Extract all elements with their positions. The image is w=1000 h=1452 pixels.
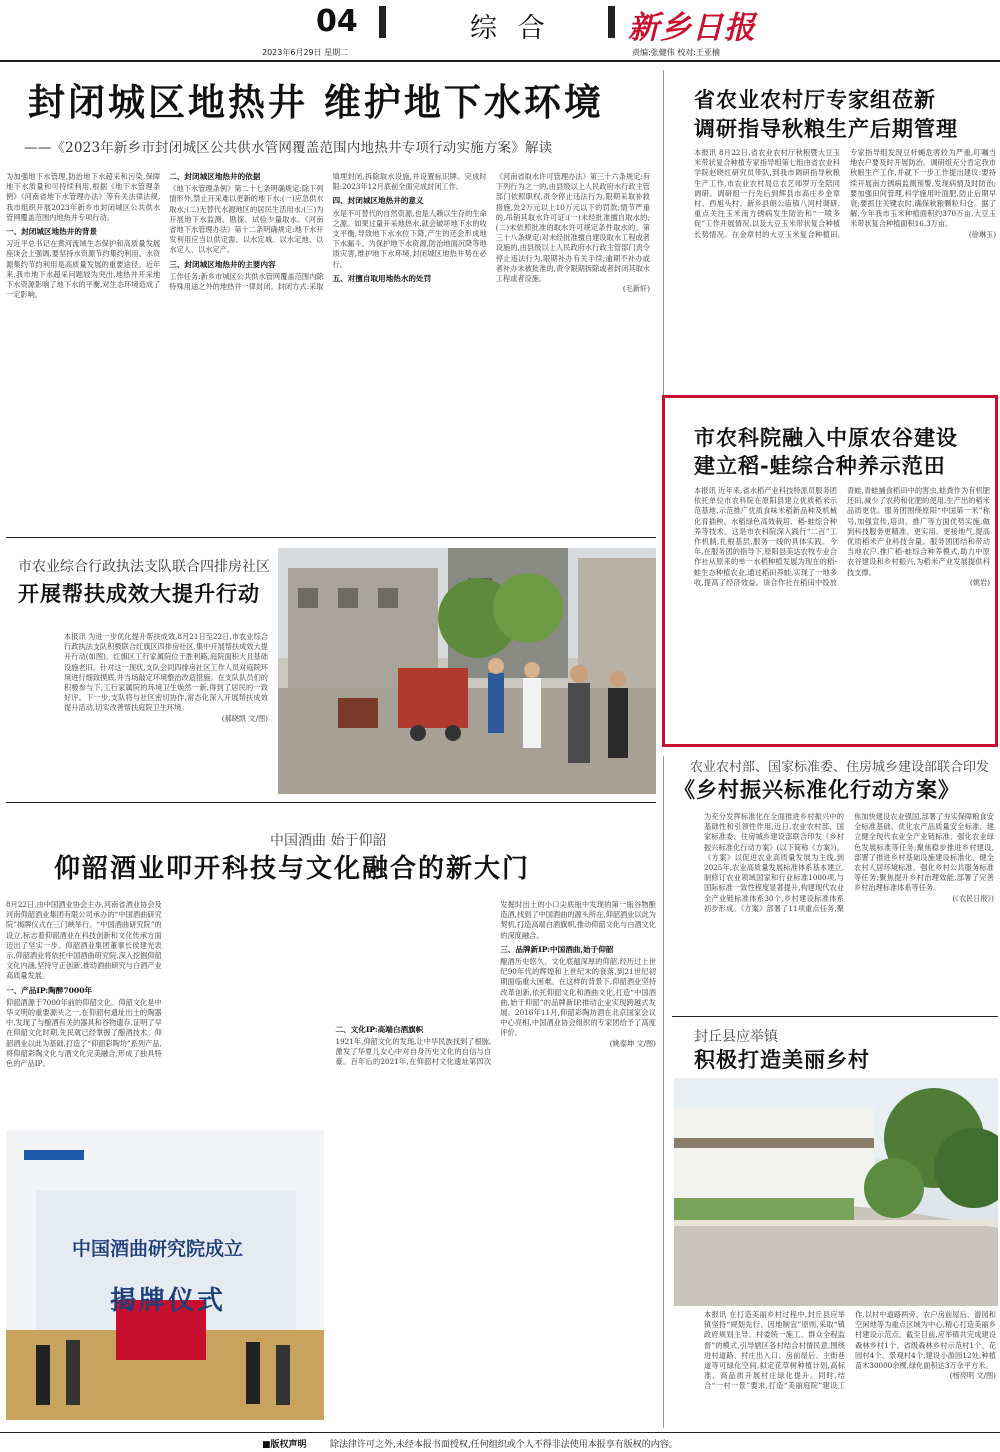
lead-body [6, 172, 650, 532]
story-bottom-left-kicker: 中国酒曲 始于仰韶 [270, 833, 387, 849]
lead-para-2: 《地下水管理条例》第二十七条明确规定:除下列情形外,禁止开采难以更新的地下水:(一)应急供水取水;(二)无替代水源地区的居民生活用水;(三)为开展地下水监测、勘探、试验少量取水。《河南省地下水管理办法》第十二条明确规定:地下水开发利用应当以供定需、以水定城、以水定地、以水定人、以水定产。 [169, 184, 324, 255]
story-left-mid-kicker: 市农业综合行政执法支队联合四排房社区 [18, 559, 270, 575]
story-right-mid-kicker: 农业农村部、国家标准委、住房城乡建设部联合印发 [690, 760, 990, 775]
yangshao-para-2: 1921年,仰韶文化的发现,让中华民族找到了根脉,激发了华夏儿女心中对自身历史文化的自信与自豪。百年后的2021年,在仰韶村文化遗址第四次发掘时出土的小口尖底瓶中发现的第一瓶谷物酿造酒,找到了中国酒曲的源头所在,仰韶酒业以此为契机,打造高端白酒旗帜,推动仰韶文化与白酒文化的深度融合。 [335, 900, 656, 1067]
vertical-divider-lower [663, 756, 664, 1428]
lead-section-1: 一、封闭城区地热井的背景 [6, 227, 98, 237]
yangshao-byline: (姚泰坤 文/图) [609, 1038, 656, 1048]
lead-byline: (毛新轩) [622, 284, 650, 294]
copyright-notice: 除法律许可之外,未经本报书面授权,任何组织或个人不得非法使用本报享有版权的内容。 [330, 1440, 678, 1450]
story-right-top-byline: (徐琳玉) [968, 229, 996, 239]
story-right-top-text: 本报讯 8月22日,省农业农村厅秋粮暨大豆玉米带状复合种植专家指导组第七组由省农业科学院赵晓红研究员带队,到我市调研指导秋粮生产工作,市农业农村局总农艺师罗万全陪同调研。调研组一行先后到辉县市高庄乡金章村、西旭头村、新乡县朗公庙镇八河村调研,重点关注玉米南方锈病发生防治和“一喷多促”工作开展情况,以及大豆玉米带状复合种植长势情况。在金章村的大豆玉米复合种植田,专家指导组发现豆杆蝇危害较为严重,叮嘱当地农户要及时开展防治。调研组充分肯定我市秋粮生产工作,并就下一步工作提出建议:要持续开展南方锈病监测预警,发现病情及时防治;要加强田间管理,科学施用叶面肥,防止后期早衰;要抓住关键农时,确保秋粮颗粒归仓。据了解,今年我市玉米种植面积约370万亩,大豆玉米带状复合种植面积16.3万亩。 [694, 148, 996, 239]
story-right-mid-body [704, 812, 994, 1014]
page-number: 04 [316, 4, 358, 39]
masthead [0, 0, 1000, 60]
lead-intro: 为加强地下水管理,防治地下水超采和污染,保障地下水质量和可持续利用,根据《地下水管理条例》《河南省地下水管理办法》等有关法律法规,我市组织开展2023年新乡市封闭城区公共供水管网覆盖范围内地热井专项行动。 [6, 172, 161, 222]
story-bottom-left-headline: 仰韶酒业叩开科技与文化融合的新大门 [54, 854, 531, 884]
story-left-mid-byline: (郝晓凯 文/图) [221, 713, 268, 723]
story-right-top-headline-1: 省农业农村厅专家组莅新 [694, 87, 936, 112]
yangshao-intro: 8月22日,由中国酒业协会主办,河南省酒业协会及河南仰韶酒业集团有限公司承办的“中国酒曲研究院”揭牌仪式在三门峡举行。“中国酒曲研究院”的设立,标志着仰韶酒业在科技创新和文化传承方面迈出了坚实一步。仰韶酒业集团董事长侯建光表示,仰韶酒业将依托中国酒曲研究院,深入挖掘仰韶文化内涵,坚持守正创新,推动酒曲研究与白酒产业高质量发展。 [6, 900, 162, 981]
yangshao-para-1: 仰韶酒源于7000年前的仰韶文化。仰韶文化是中华文明的重要源头之一,在仰韶村遗址出土的陶器中,发现了与酿酒有关的器具和谷物遗存,证明了早在仰韶文化时期,先民就已经掌握了酿酒技术。仰韶酒业以此为基础,打造了“仰韶彩陶坊”系列产品,将仰韶彩陶文化与酒文化完美融合,形成了独具特色的产品IP。 [6, 997, 162, 1069]
story-left-mid-text: 本报讯 为进一步优化提升帮扶成效,8月21日至22日,市农业综合行政执法支队积极联合红旗区四排房社区,集中开展帮扶成效大提升行动(如图)。红旗区工行家属院位于胜利路,庭院面积大且基础设施老旧。针对这一现状,支队会同四排房社区工作人员对庭院环境进行细致摸底,并当场敲定环境整治改造措施。在支队队员们的积极参与下,工行家属院的环境卫生焕然一新,得到了居民的一致好评。下一步,支队将与社区密切协作,常态化深入开展帮扶成效提升活动,切实改善帮扶庭院卫生环境。 [64, 632, 268, 713]
masthead-divider-left [379, 6, 386, 38]
story-right-mid-headline: 《乡村振兴标准化行动方案》 [674, 777, 960, 802]
story-bottom-right-text: 本报讯 在打造美丽乡村过程中,封丘县应举镇坚持“规划先行、因地制宜”原则,采取“镇政府规划主导、村委统一施工、群众全程监督”的模式,引导辖区各村结合村情民意,围绕进村道路、村庄出入口、房前屋后、主街巷道等可绿化空间,拟定花草树种植计划,高标准、高品质开展村庄绿化提升。同时,结合“一村一景”要求,打造“美丽庭院”建设工作,以村中道路两旁、农户房前屋后、游园和空闲地等为重点区域为中心,精心打造美丽乡村建设示范点。截至目前,应举镇共完成建设森林乡村1个、省级森林乡村示范村1个、花园村4个、景观村4个,建设小游园12处,种植苗木30000余棵,绿化面积达3万余平方米。 [704, 1310, 996, 1391]
editors-line: 责编:张健伟 校对:王亚楠 [632, 48, 720, 57]
community-cleanup-photo [278, 548, 656, 794]
masthead-divider-right [608, 6, 615, 38]
lead-section-3: 三、封闭城区地热井的主要内容 [169, 259, 276, 269]
story-right-top-headline-2: 调研指导秋粮生产后期管理 [694, 116, 958, 141]
story-box-body [694, 486, 990, 734]
story-box-text: 本报讯 近年来,省水稻产业科技特派员服务团依托单位市农科院在原阳县建立优质稻米示范基地,示范推广优质食味米稻新品种及机械化育插秧、水稻绿色高效栽培、稻-蛙综合种养等技术。这是市农科院深入践行“二百”工作机制,扎根基层,服务一线的具体实践。今年,在服务团的指导下,原阳县美达农牧专业合作社从原来的单一水稻种植发展为现在的稻-蛙生态种植农业,通过稻田养蛙,实现了一地多收,提高了经济效益。该合作社在稻田中投放青蛙,青蛙捕食稻田中的害虫,蛙粪作为有机肥还田,减少了农药和化肥的使用,生产出的稻米品质更优。服务团围绕原阳“中国第一米”称号,加强宣传,培训、推广等方面优势实施,做到科技服务更精准、更实用、更接地气,提高优质稻米产业科技含量。服务团团结和带动当地农户,推广稻-蛙综合种养模式,助力中原农谷建设和乡村振兴,为稻米产业发展提供科技支撑。 [694, 486, 990, 587]
rule-right-lower [672, 1016, 998, 1017]
story-bottom-right-body [704, 1310, 996, 1430]
story-left-mid-body [64, 632, 268, 782]
story-box-headline-2: 建立稻-蛙综合种养示范田 [694, 453, 946, 478]
masthead-rule [0, 60, 1000, 62]
rule-left-lower [6, 802, 656, 803]
paper-logo: 新乡日报 [628, 10, 756, 46]
lead-section-5: 五、对擅自取用地热水的处罚 [332, 273, 432, 283]
story-bottom-right-byline: (杨亮明 文/图) [949, 1371, 996, 1381]
lead-para-1: 习近平总书记在黄河流域生态保护和高质量发展座谈会上强调,要坚持水资源节约集约利用。水资源集约节约利用是高质量发展的重要途径。近年来,我市地下水超采问题较为突出,地热井开采地下水资源影响了地下水的平衡,对生态环境造成了一定影响。 [6, 239, 161, 300]
story-box-headline-1: 市农科院融入中原农谷建设 [694, 425, 958, 450]
lead-para-3: 工作任务:新乡市城区公共供水管网覆盖范围内除特殊用途之外的地热井一律封闭。封闭方式:采取填埋封闭,拆除取水设施,并设置标识牌。完成时限:2023年12月底前全面完成封闭工作。 [169, 172, 487, 292]
lead-section-4: 四、封闭城区地热井的意义 [332, 196, 424, 206]
lead-headline: 封闭城区地热井 维护地下水环境 [28, 80, 604, 124]
footer-rule [0, 1432, 1000, 1433]
rule-left-mid [6, 537, 656, 538]
story-box-byline: (姚岩) [970, 577, 990, 587]
story-bottom-right-headline: 积极打造美丽乡村 [694, 1047, 870, 1072]
story-right-top-body [694, 148, 996, 380]
yangshao-para-3: 酿酒历史悠久、文化底蕴深厚的仰韶,经历过上世纪90年代的辉煌和上世纪末的衰落,到21世纪初期面临重大困难。在这样的背景下,仰韶酒业坚持改革创新,依托仰韶文化和酒曲文化,打造“中国酒曲,始于仰韶”的品牌新IP,推动企业实现跨越式发展。2016年11月,仰韶彩陶坊酒在北京国家会议中心亮相,中国酒业协会组织的专家团给予了高度评价。 [500, 957, 656, 1038]
lead-subheadline: ——《2023年新乡市封闭城区公共供水管网覆盖范围内地热井专项行动实施方案》解读 [24, 140, 553, 156]
lead-para-5: 《河南省取水许可管理办法》第三十六条规定:有下列行为之一的,由县级以上人民政府水行政主管部门依照职权,责令停止违法行为,限期采取补救措施,处2万元以上10万元以下的罚款;情节严重的,吊销其取水许可证:(一)未经批准擅自取水的;(二)未依照批准的取水许可规定条件取水的。第三十八条规定:对未经批准擅自建设取水工程或者设施的,由县级以上人民政府水行政主管部门责令停止违法行为,限期补办有关手续;逾期不补办或者补办未被批准的,责令限期拆除或者封闭其取水工程或者设施。 [495, 172, 650, 284]
unveiling-ceremony-photo [6, 1130, 324, 1420]
beautiful-village-photo [674, 1078, 998, 1306]
yangshao-section-1: 一、产品IP:陶醉7000年 [6, 985, 93, 995]
issue-date: 2023年6月29日 星期二 [262, 48, 349, 57]
lead-section-2: 二、封闭城区地热井的依据 [169, 172, 261, 181]
yangshao-section-3: 三、品牌新IP:中国酒曲,始于仰韶 [500, 944, 614, 954]
story-bottom-right-kicker: 封丘县应举镇 [694, 1029, 778, 1045]
unveiling-banner-line-2: 揭牌仪式 [110, 1286, 227, 1316]
yangshao-section-2: 二、文化IP:高端白酒旗帜 [335, 1024, 424, 1034]
story-left-mid-headline: 开展帮扶成效大提升行动 [18, 581, 260, 606]
lead-para-4: 水是不可替代的自然资源,也是人赖以生存的生命之源。如果过量开采地热水,就会破坏地下水的收支平衡,导致地下水水位下降,产生的还会形成地下水漏斗。为保护地下水资源,防治地面沉降等地质灾害,维护地下水环境,封闭城区地热井势在必行。 [332, 208, 487, 269]
story-right-mid-text: 为充分发挥标准化在全面推进乡村振兴中的基础性和引领性作用,近日,农业农村部、国家标准委、住房城乡建设部联合印发《乡村振兴标准化行动方案》(以下简称《方案》)。《方案》以促进农业高质量发展为主线,到2025年,农业高质量发展标准体系基本建立,制修订农业领域国家和行业标准1000项,与国际标准一致性程度显著提升,构建现代农业全产业链标准体系30个,乡村建设标准体系初步形成。《方案》部署了11项重点任务,聚焦加快建设农业强国,部署了夯实保障粮食安全标准基础、优化农产品质量安全标准、建立健全现代农业全产业链标准、强化农业绿色发展标准等任务;聚焦稳步推进乡村建设,部署了推进乡村基础设施建设标准化、健全农村人居环境标准、强化乡村公共服务标准等任务;聚焦提升乡村治理效能,部署了完善乡村治理标准体系等任务。 [704, 812, 994, 913]
section-title: 综 合 [470, 13, 551, 44]
story-right-mid-byline: (《农民日报》) [952, 893, 994, 903]
unveiling-banner-line-1: 中国酒曲研究院成立 [72, 1238, 244, 1260]
copyright-label: ■版权声明 [262, 1440, 307, 1450]
